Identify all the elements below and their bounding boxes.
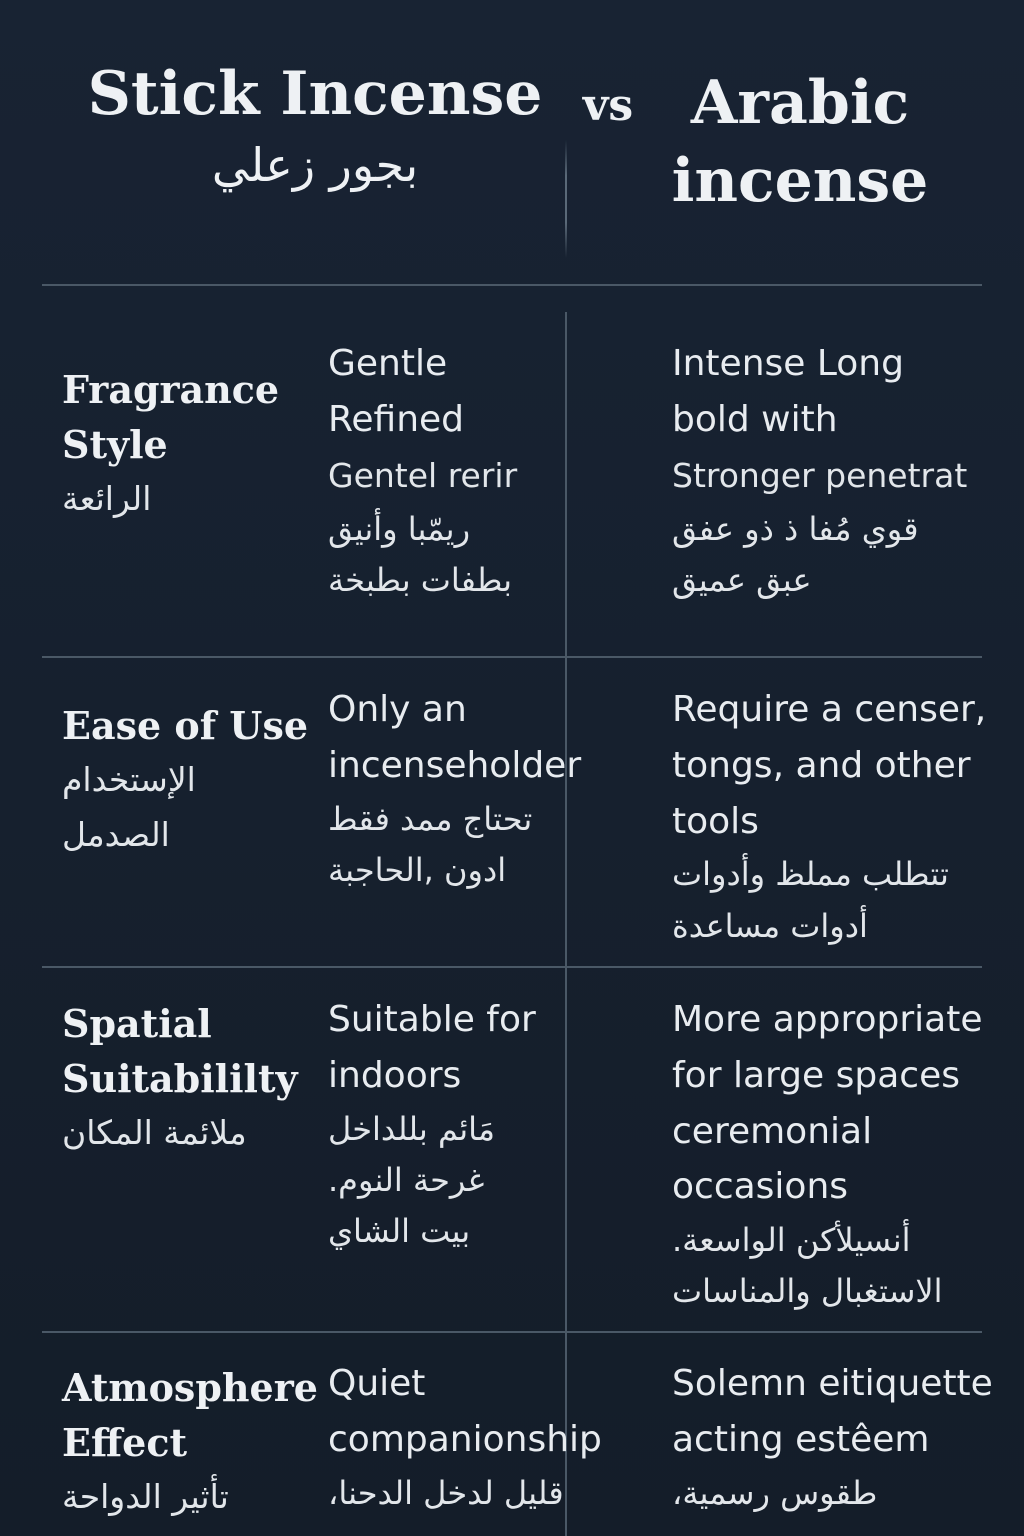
header-separator bbox=[42, 284, 982, 286]
label-en-line: Spatial bbox=[62, 1001, 212, 1046]
stick-ar-line: بطفات بطبخة bbox=[328, 560, 513, 599]
arabic-en-line: tongs, and other bbox=[672, 744, 971, 786]
arabic-incense-title bbox=[660, 64, 940, 220]
stick-en-line: Gentle bbox=[328, 343, 448, 384]
label-en-line: Atmosphere bbox=[62, 1365, 318, 1410]
label-en-line: Effect bbox=[62, 1420, 188, 1466]
stick-ar-line: تحتاج ممد فقط bbox=[328, 799, 533, 838]
stick-en-line: Refined bbox=[328, 398, 465, 440]
stick-ar-line: ريمّبا وأنيق bbox=[328, 509, 471, 548]
arabic-en-line: Require a censer, bbox=[672, 689, 987, 730]
stick-en-line: Quiet bbox=[328, 1363, 426, 1404]
stick-ar-line: مَائم بللداخل bbox=[328, 1109, 496, 1148]
row-label bbox=[62, 1360, 318, 1525]
header-divider bbox=[565, 140, 567, 258]
row-label bbox=[62, 698, 312, 862]
stick-ar-line: بيت الشاي bbox=[328, 1211, 471, 1250]
label-en-line: Suitabililty bbox=[62, 1056, 298, 1102]
stick-incense-title-ar: بجور زعلي bbox=[211, 138, 419, 192]
row-separator bbox=[42, 656, 982, 658]
label-ar-line: ملائمة المكان bbox=[62, 1113, 247, 1153]
arabic-en-line: tools bbox=[672, 800, 759, 842]
arabic-ar-line: الاستغبال والمناسات bbox=[672, 1272, 943, 1311]
label-en-line: Ease of Use bbox=[62, 703, 309, 748]
arabic-ar-line: أدوات مساعدة bbox=[672, 906, 868, 945]
arabic-en-line: occasions bbox=[672, 1166, 849, 1208]
arabic-ar-line: تتطلب مملظ وأدوات bbox=[672, 855, 949, 894]
arabic-ar-line: طقوس رسمية، bbox=[672, 1473, 878, 1512]
arabic-incense-title-line2: incense bbox=[671, 146, 929, 216]
stick-incense-cell bbox=[328, 992, 593, 1257]
stick-incense-cell bbox=[328, 336, 593, 606]
arabic-incense-cell bbox=[672, 992, 982, 1318]
stick-incense-title bbox=[70, 60, 560, 192]
label-ar-line: الإستخدام bbox=[62, 760, 196, 800]
label-ar-line: تأثير الدواحة bbox=[62, 1477, 229, 1517]
label-ar-line: الرائعة bbox=[62, 479, 152, 519]
arabic-ar-line: أنسيلأكن الواسعة. bbox=[672, 1221, 911, 1260]
arabic-en-line: Solemn eitiquette bbox=[672, 1363, 993, 1404]
arabic-incense-cell bbox=[672, 336, 982, 606]
stick-en-line: companionship bbox=[328, 1418, 602, 1460]
stick-en-line: Suitable for bbox=[328, 999, 536, 1040]
stick-en-line: incenseholder bbox=[328, 744, 582, 786]
stick-ar-line: ادون ,الحاجبة bbox=[328, 850, 507, 889]
arabic-en-sub-line: Stronger penetrat bbox=[672, 455, 968, 495]
stick-incense-cell bbox=[328, 682, 593, 896]
stick-en-sub-line: Gentel rerir bbox=[328, 455, 518, 495]
arabic-ar-line: عبق عميق bbox=[672, 560, 812, 599]
arabic-incense-cell bbox=[672, 1356, 993, 1519]
stick-ar-line: غرحة النوم. bbox=[328, 1160, 485, 1199]
row-separator bbox=[42, 1331, 982, 1333]
stick-en-line: Only an bbox=[328, 689, 467, 730]
arabic-en-line: More appropriate bbox=[672, 999, 983, 1040]
vs-label: vs bbox=[582, 80, 634, 131]
row-label bbox=[62, 362, 312, 527]
stick-ar-line: قليل لدخل الدحنا، bbox=[328, 1473, 564, 1512]
arabic-en-line: Intense Long bbox=[672, 343, 904, 384]
arabic-en-line: for large spaces bbox=[672, 1054, 960, 1096]
arabic-en-line: bold with bbox=[672, 398, 838, 440]
stick-incense-cell bbox=[328, 1356, 602, 1519]
arabic-ar-line: قوي مُفا ذ ذو عفق bbox=[672, 509, 919, 548]
row-separator bbox=[42, 966, 982, 968]
arabic-incense-cell bbox=[672, 682, 987, 952]
label-ar-line: الصدمل bbox=[62, 814, 170, 854]
label-en-line: Fragrance bbox=[62, 367, 280, 412]
stick-en-line: indoors bbox=[328, 1054, 462, 1096]
arabic-incense-title-line1: Arabic bbox=[690, 68, 910, 138]
arabic-en-line: ceremonial bbox=[672, 1110, 873, 1152]
row-label bbox=[62, 996, 312, 1161]
arabic-en-line: acting estêem bbox=[672, 1418, 930, 1460]
stick-incense-title-en: Stick Incense bbox=[87, 59, 543, 129]
label-en-line: Style bbox=[62, 422, 168, 468]
